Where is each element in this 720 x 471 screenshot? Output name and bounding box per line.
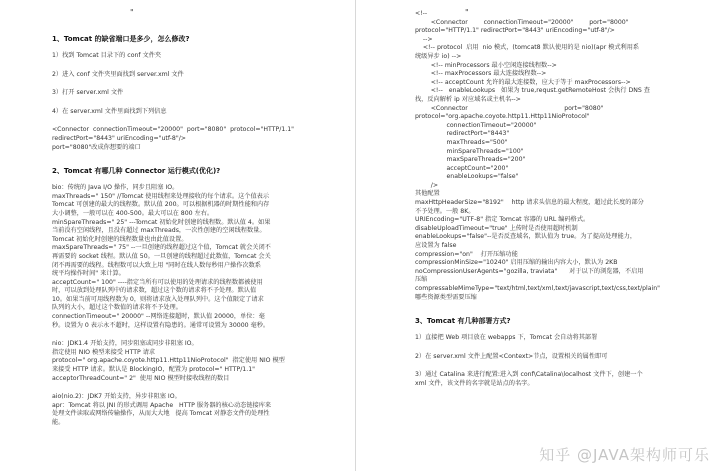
section-1-step-3: 3）打开 server.xml 文件 bbox=[52, 89, 124, 97]
section-2-aio-apr-block: aio(nio.2)：JDK7 开始支持，异步非阻塞 IO。 apr：Tomcat 将以 JNI 的形式调用 Apache HTTP 服务器的核心动态链接库来 处理文件读取或网络传输操作，从而大大地 提高 Tomcat 对静态文件的处理性 能。 bbox=[52, 393, 272, 426]
section-3-method-2: 2）在 server.xml 文件上配置<Context>节点，设置相关的属性即可 bbox=[415, 352, 608, 360]
section-3-heading: 3、Tomcat 有几种部署方式? bbox=[415, 317, 511, 326]
section-1-step-1: 1）找到 Tomcat 目录下的 conf 文件夹 bbox=[52, 52, 162, 59]
left-corner-mark: " bbox=[130, 8, 134, 17]
right-page bbox=[357, 0, 720, 471]
section-2-nio-block: nio：JDK1.4 开始支持，同步阻塞或同步非阻塞 IO。 指定使用 NIO 模型来接受 HTTP 请求 protocol=" org.apache.coyote.http11.Http11NioProtocol" 指定使用 NIO 模型 来接受 HTTP 请求。默认是 BlockingIO，配置为 protocol=" HTTP/1.1" acceptorThreadCount=" 2" 使用 NIO 模型时接收线程的数目 bbox=[52, 340, 285, 382]
section-2-heading: 2、Tomcat 有哪几种 Connector 运行模式(优化)? bbox=[52, 167, 221, 176]
section-1-step-4: 4）在 server.xml 文件里面找到下列信息 bbox=[52, 107, 167, 115]
watermark: 知乎 @JAVA架构师可乐 bbox=[539, 446, 710, 464]
section-3-method-3: 3）通过 Catalina 来进行配置:进入到 conf\Catalina\localhost 文件下，创建一个 xml 文件，该文件的名字就是站点的名字。 bbox=[415, 371, 643, 387]
right-corner-mark: " bbox=[465, 8, 469, 17]
section-1-step-2: 2）进入 conf 文件夹里面找到 server.xml 文件 bbox=[52, 70, 184, 78]
connector-config-block: <!-- <Connector connectionTimeout="20000" port="8000" protocol="HTTP/1.1" redirectPort="8443" uriEncoding="utf-8"/> --> <!-- protocol 启用 nio 模式，(tomcat8 默认使用的是 nio)(apr 模式利用系 统级异步 io) --> <!-- minProcessors 最小空闲连接线程数--> <!-- maxProcessors 最大连接线程数--> <!-- acceptCount 允许的最大连接数，应大于等于 maxProcessors--> <!-- enableLookups 如果为 true,requst.getRemoteHost 会执行 DNS 查 找，反向解析 ip 对应域名或主机名--> <Connector port="8080" protocol="org.apache.coyote.http11.Http11NioProtocol" connectionTimeout="20000" redirectPort="8443" maxThreads="500" minSpareThreads="100" maxSpareThreads="200" acceptCount="200" enableLookups="false" /> 其他配置 maxHttpHeaderSize="8192" http 请求头信息的最大程度，超过此长度的部分 不予处理。一般 8K。 URIEncoding="UTF-8" 指定 Tomcat 容器的 URL 编码格式。 disableUploadTimeout="true" 上传时是否使用超时机制 enableLookups="false"--是否反查域名，默认值为 true。为了提高处理能力， 应设置为 false compression="on" 打开压缩功能 compressionMinSize="10240" 启用压缩的输出内容大小，默认为 2KB noCompressionUserAgents="gozilla, traviata" 对于以下的浏览器，不启用 压缩 compressableMimeType="text/html,text/xml,text/javascript,text/css,text/plain" 哪些资源类型需要压缩 bbox=[415, 10, 661, 301]
left-page bbox=[0, 0, 356, 471]
section-1-heading: 1、Tomcat 的缺省端口是多少，怎么修改? bbox=[52, 35, 190, 43]
section-1-connector-snippet: <Connector connectionTimeout="20000" port="8080" protocol="HTTP/1.1" redirectPort="8443" uriEncoding="utf-8"/> port="8080"改成你想要的端口 bbox=[52, 126, 295, 151]
section-2-bio-block: bio：传统的 Java I/O 操作，同步且阻塞 IO。 maxThreads=" 150" //Tomcat 使用线程来处理接收的每个请求。这个值表示 Tomcat 可创建的最大的线程数。默认值 200。可以根据机器的时期性能和内存 大小调整，一般可以在 400-500。最大可以在 800 左右。 minSpareThreads=" 25" ---Tomcat 初始化时创建的线程数。默认值 4。如果 当前没有空闲线程，且没有超过 maxThreads，一次性创建的空闲线程数量。 Tomcat 初始化时创建的线程数量也由此值设置。 maxSpareThreads=" 75" --一旦创建的线程超过这个值，Tomcat 就会关闭不 再需要的 socket 线程。默认值 50。一旦创建的线程超过此数值，Tomcat 会关 闭不再需要的线程。线程数可以大致上用 "同时在线人数每秒用户操作次数系 统平均操作时间" 来计算。 acceptCount=" 100" ----指定当所有可以使用的处理请求的线程数都被使用 时，可以放到处理队列中的请求数，超过这个数的请求将不予处理。默认值 10。如果当前可用线程数为 0，则将请求放入处理队列中。这个值限定了请求 队列的大小，超过这个数值的请求将不予处理。 connectionTimeout=" 20000" --网络连接超时，默认值 20000，单位：毫 秒。设置为 0 表示永不超时，这样设置有隐患的。通常可设置为 30000 毫秒。 bbox=[52, 184, 271, 329]
section-3-method-1: 1）直接把 Web 项目放在 webapps 下，Tomcat 会自动将其部署 bbox=[415, 334, 598, 342]
